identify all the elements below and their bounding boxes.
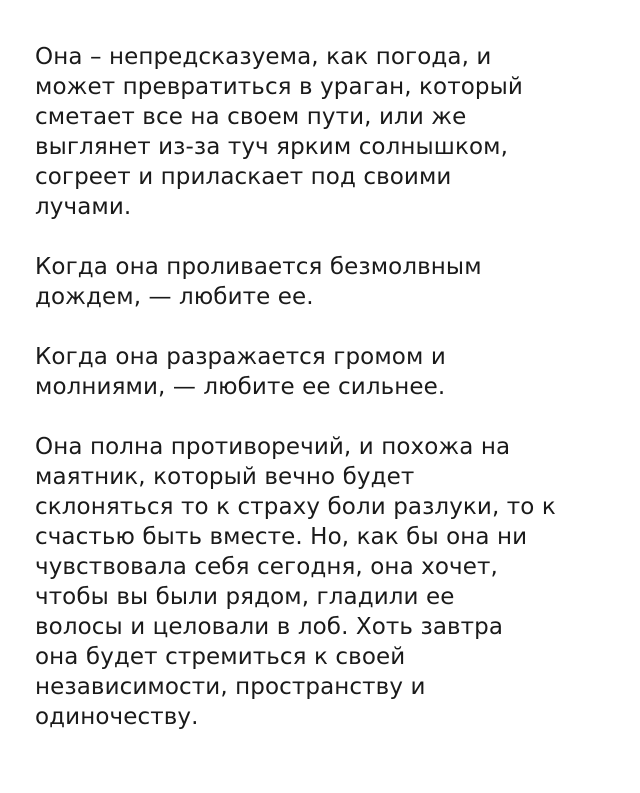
text-line: Она полна противоречий, и похожа на [35,434,511,460]
paragraph-3 [35,342,615,402]
paragraph-4 [35,432,615,732]
text-line: может превратиться в ураган, который [35,74,523,100]
text-line: дождем, — любите ее. [35,284,314,310]
text-line: Она – непредсказуема, как погода, и [35,44,492,70]
text-line: счастью быть вместе. Но, как бы она ни [35,524,528,550]
text-line: она будет стремиться к своей [35,644,406,670]
text-line: Когда она разражается громом и [35,344,446,370]
paragraph-2 [35,252,615,312]
text-line: согреет и приласкает под своими [35,164,452,190]
text-page [35,42,615,762]
text-line: волосы и целовали в лоб. Хоть завтра [35,614,504,640]
text-line: маятник, который вечно будет [35,464,415,490]
text-line: независимости, пространству и [35,674,426,700]
paragraph-1 [35,42,615,222]
text-line: молниями, — любите ее сильнее. [35,374,446,400]
text-line: чувствовала себя сегодня, она хочет, [35,554,498,580]
text-line: склоняться то к страху боли разлуки, то к [35,494,556,520]
text-line: Когда она проливается безмолвным [35,254,482,280]
text-line: одиночеству. [35,704,199,730]
text-line: чтобы вы были рядом, гладили ее [35,584,455,610]
text-line: выглянет из-за туч ярким солнышком, [35,134,508,160]
text-line: лучами. [35,194,132,220]
text-line: сметает все на своем пути, или же [35,104,467,130]
